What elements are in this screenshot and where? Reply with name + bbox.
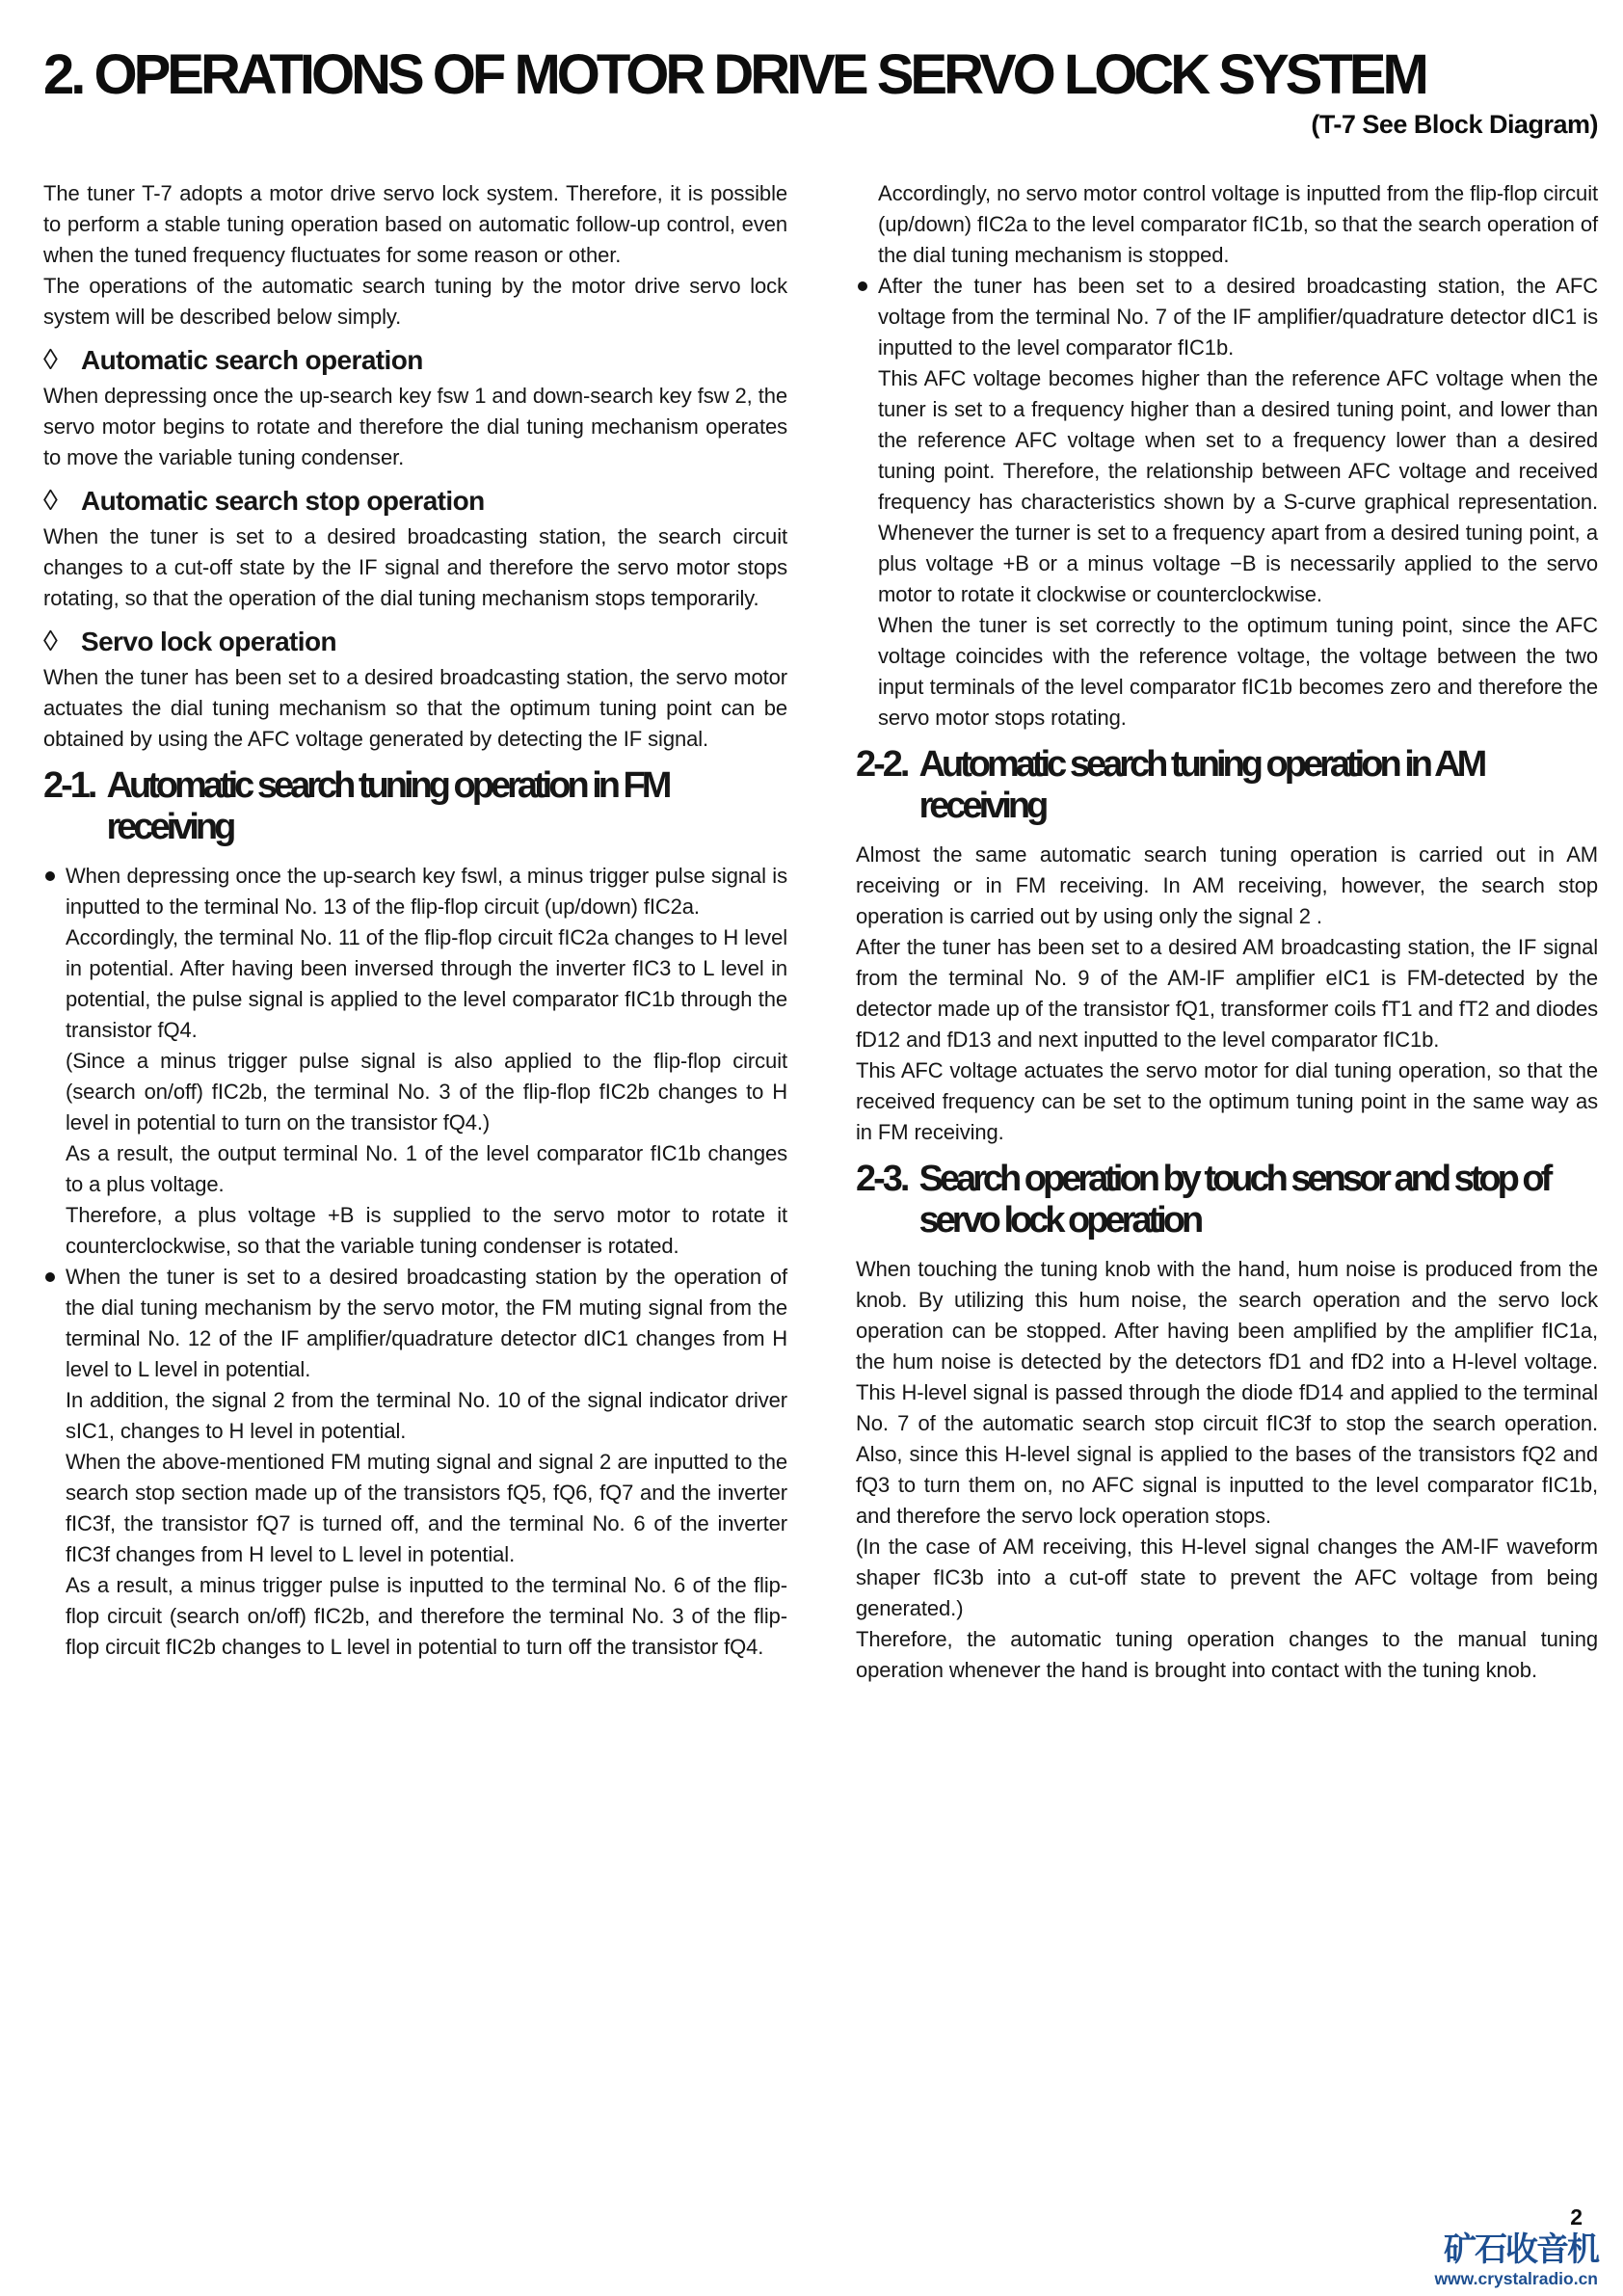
section-paragraph: This AFC voltage actuates the servo motor for dial tuning operation, so that the received frequency can be set to the optimum tuning point in the same way as in FM receiving.	[856, 1057, 1598, 1144]
bullet-paragraph: This AFC voltage becomes higher than the reference AFC voltage when the tuner is set to a frequency higher than a desired tuning point, and lower than the reference AFC voltage when set to a frequency lower than a desired tuning point. Therefore, the relationship between AFC voltage and received frequency has characteristics shown by a S-curve graphical representation. Whenever the turner is set to a frequency apart from a desired tuning point, a plus voltage +B or a minus voltage −B is necessarily applied to the servo motor to rotate it clockwise or counterclockwise.	[878, 365, 1598, 606]
section-paragraph: When touching the tuning knob with the hand, hum noise is produced from the knob. By utilizing this hum noise, the search operation and the servo lock operation can be stopped. After having been amplified by the amplifier fIC1a, the hum noise is detected by the detectors fD1 and fD2 into a H-level voltage. This H-level signal is passed through the diode fD14 and applied to the terminal No. 7 of the automatic search stop circuit fIC3f to stop the search operation. Also, since this H-level signal is applied to the bases of the transistors fQ2 and fQ3 to turn them on, no AFC signal is inputted to the level comparator fIC1b, and therefore the servo lock operation stops.	[856, 1256, 1598, 1528]
bullet-paragraph: Accordingly, the terminal No. 11 of the flip-flop circuit fIC2a changes to H level in potential. After having been inversed through the inverter fIC3 to L level in potential, the pulse signal is applied to the level comparator fIC1b through the transistor fQ4.	[66, 924, 787, 1042]
intro-paragraph: The tuner T-7 adopts a motor drive servo lock system. Therefore, it is possible to perform a stable tuning operation based on automatic follow-up control, even when the tuned frequency fluctuates for some reason or other.	[43, 180, 787, 267]
subsection-heading-automatic-search	[43, 341, 787, 380]
section-paragraph: After the tuner has been set to a desired AM broadcasting station, the IF signal from the terminal No. 9 of the AM-IF amplifier eIC1 is FM-detected by the detector made up of the transistor fQ1, transformer coils fT1 and fT2 and diodes fD12 and fD13 and next inputted to the level comparator fIC1b.	[856, 934, 1598, 1052]
bullet-paragraph: As a result, a minus trigger pulse is inputted to the terminal No. 6 of the flip-flop circuit (search on/off) fIC2b, and therefore the terminal No. 3 of the flip-flop circuit fIC2b changes to L level in potential to turn off the transistor fQ4.	[66, 1572, 787, 1659]
bullet-icon	[45, 871, 55, 881]
section-paragraph: Almost the same automatic search tuning operation is carried out in AM receiving or in FM receiving. In AM receiving, however, the search stop operation is carried out by using only the signal 2 .	[856, 841, 1598, 928]
section-title: Automatic search tuning operation in AM receiving	[918, 743, 1484, 826]
section-paragraph: Therefore, the automatic tuning operation changes to the manual tuning operation whenever the hand is brought into contact with the tuning knob.	[856, 1626, 1598, 1682]
section-number: 2-1.	[43, 764, 95, 806]
intro-paragraph: The operations of the automatic search tuning by the motor drive servo lock system will be described below simply.	[43, 273, 787, 329]
left-column	[43, 178, 787, 1686]
crystalradio-url: www.crystalradio.cn	[1434, 2268, 1598, 2288]
right-column	[856, 178, 1598, 1686]
section-title: Search operation by touch sensor and stop of servo lock operation	[918, 1158, 1550, 1241]
section-heading-2-1	[43, 765, 787, 848]
bullet-paragraph: When depressing once the up-search key fswl, a minus trigger pulse signal is inputted to the terminal No. 13 of the flip-flop circuit (up/down) fIC2a.	[66, 863, 787, 919]
section-number: 2-3.	[856, 1158, 908, 1199]
section-title: Automatic search tuning operation in FM receiving	[106, 764, 669, 847]
two-column-body	[0, 178, 1623, 1686]
bullet-item	[43, 1262, 787, 1663]
subsection-title: Servo lock operation	[81, 626, 336, 656]
page-subtitle: (T-7 See Block Diagram)	[1311, 109, 1598, 139]
subsection-body: When the tuner has been set to a desired broadcasting station, the servo motor actuates the dial tuning mechanism so that the optimum tuning point can be obtained by using the AFC voltage generated by detecting the IF signal.	[43, 664, 787, 751]
bullet-paragraph: Therefore, a plus voltage +B is supplied to the servo motor to rotate it counterclockwise, so that the variable tuning condenser is rotated.	[66, 1202, 787, 1258]
subsection-title: Automatic search operation	[81, 344, 423, 375]
subsection-body: When depressing once the up-search key fsw 1 and down-search key fsw 2, the servo motor begins to rotate and therefore the dial tuning mechanism operates to move the variable tuning condenser.	[43, 383, 787, 469]
bullet-paragraph: After the tuner has been set to a desired broadcasting station, the AFC voltage from the terminal No. 7 of the IF amplifier/quadrature detector dIC1 is inputted to the level comparator fIC1b.	[878, 273, 1598, 360]
bullet-paragraph: When the tuner is set correctly to the optimum tuning point, since the AFC voltage coincides with the reference voltage, the voltage between the two input terminals of the level comparator fIC1b becomes zero and therefore the servo motor stops rotating.	[878, 612, 1598, 730]
bullet-paragraph: When the tuner is set to a desired broadcasting station by the operation of the dial tuning mechanism by the servo motor, the FM muting signal from the terminal No. 12 of the IF amplifier/quadrature detector dIC1 changes from H level to L level in potential.	[66, 1264, 787, 1381]
subsection-heading-servo-lock	[43, 623, 787, 661]
bullet-paragraph: (Since a minus trigger pulse signal is also applied to the flip-flop circuit (search on/off) fIC2b, the terminal No. 3 of the flip-flop fIC2b changes to H level in potential to turn on the transistor fQ4.)	[66, 1048, 787, 1135]
subsection-body: When the tuner is set to a desired broadcasting station, the search circuit changes to a cut-off state by the IF signal and therefore the servo motor stops rotating, so that the operation of the dial tuning mechanism stops temporarily.	[43, 523, 787, 610]
bullet-icon	[858, 281, 867, 291]
bullet-paragraph: As a result, the output terminal No. 1 of the level comparator fIC1b changes to a plus voltage.	[66, 1140, 787, 1196]
diamond-icon: ◊	[43, 343, 58, 376]
subsection-heading-search-stop	[43, 482, 787, 521]
page-footer	[1434, 2204, 1598, 2288]
diamond-icon: ◊	[43, 625, 58, 657]
bullet-item	[856, 271, 1598, 734]
crystalradio-logo: 矿石收音机	[1444, 2231, 1598, 2269]
subsection-title: Automatic search stop operation	[81, 485, 485, 516]
bullet-paragraph: In addition, the signal 2 from the terminal No. 10 of the signal indicator driver sIC1, changes to H level in potential.	[66, 1387, 787, 1443]
bullet-paragraph: When the above-mentioned FM muting signal and signal 2 are inputted to the search stop section made up of the transistors fQ5, fQ6, fQ7 and the inverter fIC3f, the transistor fQ7 is turned off, and the terminal No. 6 of the inverter fIC3f changes from H level to L level in potential.	[66, 1449, 787, 1566]
page-title: 2. OPERATIONS OF MOTOR DRIVE SERVO LOCK SYSTEM	[43, 43, 1425, 106]
section-heading-2-2	[856, 744, 1598, 827]
bullet-item	[43, 861, 787, 1262]
masthead	[0, 44, 1623, 140]
bullet-icon	[45, 1272, 55, 1282]
section-heading-2-3	[856, 1159, 1598, 1241]
page-number: 2	[1570, 2204, 1583, 2230]
diamond-icon: ◊	[43, 484, 58, 517]
section-number: 2-2.	[856, 743, 908, 785]
section-paragraph: (In the case of AM receiving, this H-level signal changes the AM-IF waveform shaper fIC3b into a cut-off state to prevent the AFC voltage from being generated.)	[856, 1534, 1598, 1620]
continuation-paragraph: Accordingly, no servo motor control voltage is inputted from the flip-flop circuit (up/down) fIC2a to the level comparator fIC1b, so that the search operation of the dial tuning mechanism is stopped.	[878, 180, 1598, 267]
